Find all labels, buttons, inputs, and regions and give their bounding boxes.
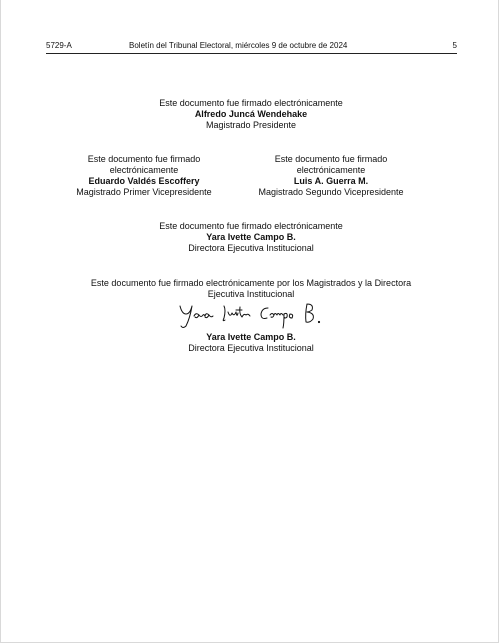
page-header <box>46 41 457 54</box>
signed-notice-line2: electrónicamente <box>109 165 179 175</box>
signed-notice: Este documento fue firmado electrónicamente <box>159 221 343 231</box>
signer-role: Magistrado Primer Vicepresidente <box>76 187 212 197</box>
page-number: 5 <box>452 41 457 50</box>
signed-notice-line1: Este documento fue firmado electrónicamente por los Magistrados y la Directora <box>90 278 412 288</box>
signature-block-presidente <box>101 98 401 131</box>
signer-name: Alfredo Juncá Wendehake <box>194 109 308 119</box>
signature-block-primer-vicepresidente <box>59 154 229 198</box>
signer-role: Directora Ejecutiva Institucional <box>188 243 314 253</box>
signature-block-final <box>61 278 441 354</box>
signer-role: Magistrado Segundo Vicepresidente <box>258 187 404 197</box>
signature-block-directora <box>101 221 401 254</box>
signed-notice-line2: Ejecutiva Institucional <box>207 289 295 299</box>
signed-notice-line1: Este documento fue firmado <box>87 154 201 164</box>
signer-name: Yara Ivette Campo B. <box>206 232 296 242</box>
signed-notice: Este documento fue firmado electrónicamente <box>159 98 343 108</box>
gazette-title: Boletín del Tribunal Electoral, miércoles 9 de octubre de 2024 <box>129 41 348 50</box>
signed-notice-line1: Este documento fue firmado <box>274 154 388 164</box>
signed-notice-line2: electrónicamente <box>296 165 366 175</box>
signer-role: Magistrado Presidente <box>205 120 297 130</box>
signer-name: Yara Ivette Campo B. <box>206 332 296 342</box>
signature-block-segundo-vicepresidente <box>241 154 421 198</box>
signer-name: Luis A. Guerra M. <box>293 176 369 186</box>
signer-role: Directora Ejecutiva Institucional <box>188 343 314 353</box>
signer-name: Eduardo Valdés Escoffery <box>88 176 200 186</box>
handwritten-signature <box>176 300 326 332</box>
gazette-number: 5729-A <box>46 41 72 50</box>
